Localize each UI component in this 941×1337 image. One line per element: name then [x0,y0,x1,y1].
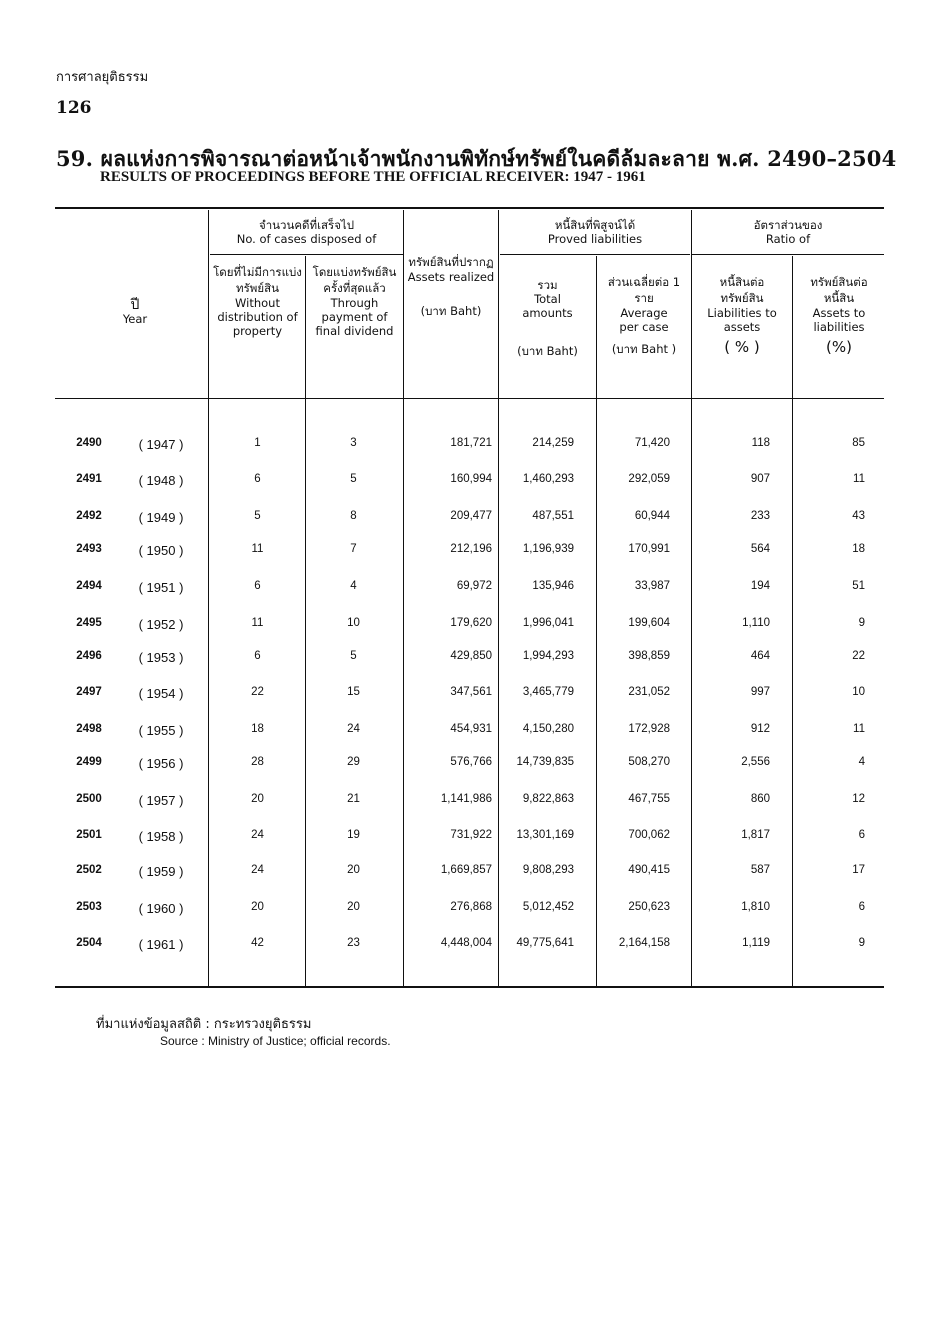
liabilities-group-rule [500,254,690,255]
cell-year-ad: ( 1950 ) [138,543,184,558]
cell-through: 20 [347,864,360,876]
cell-without: 22 [251,686,264,698]
cell-through: 24 [347,723,360,735]
group-header-cases-th: จำนวนคดีที่เสร็จไป [258,218,355,232]
col-header-total [500,278,595,358]
cell-through: 23 [347,937,360,949]
cell-year-be: 2495 [76,617,102,629]
cell-total: 1,196,939 [522,543,574,555]
cell-average: 33,987 [634,580,670,592]
table-bottom-rule [55,986,884,988]
cell-year-ad: ( 1955 ) [138,723,184,738]
cell-assets: 160,994 [450,473,492,485]
group-header-cases [210,218,403,246]
cell-assets-to-liab: 17 [852,864,865,876]
cell-total: 1,994,293 [522,650,574,662]
cell-year-be: 2496 [76,650,102,662]
col-divider [498,210,499,986]
cell-average: 170,991 [628,543,670,555]
cell-without: 24 [251,829,264,841]
section-header: การศาลยุติธรรม [56,70,149,85]
col-header-without-en: Without distribution of property [217,296,298,338]
cell-assets-to-liab: 11 [853,723,865,735]
cell-through: 20 [347,901,360,913]
cell-liab-to-assets: 194 [750,580,770,592]
col-header-assets-en: Assets realized [407,270,495,284]
cell-assets: 179,620 [450,617,492,629]
cell-year-ad: ( 1956 ) [138,756,184,771]
col-header-assets-to-liab-en: Assets to liabilities [812,306,866,334]
cell-assets: 576,766 [450,756,492,768]
cell-liab-to-assets: 2,556 [741,756,770,768]
cell-assets: 276,868 [450,901,492,913]
cell-liab-to-assets: 1,810 [741,901,770,913]
cell-without: 20 [251,901,264,913]
table-title-thai: 59. ผลแห่งการพิจารณาต่อหน้าเจ้าพนักงานพิทักษ์ทรัพย์ในคดีล้มละลาย พ.ศ. 2490–2504 [56,146,897,171]
cell-liab-to-assets: 997 [750,686,770,698]
cell-average: 172,928 [628,723,670,735]
cell-liab-to-assets: 1,817 [741,829,770,841]
group-header-ratio [692,218,884,246]
col-header-assets-th: ทรัพย์สินที่ปรากฏ [408,255,494,269]
cell-assets: 212,196 [450,543,492,555]
col-header-average [598,274,690,356]
col-header-assets-to-liab [794,274,884,354]
cell-year-be: 2498 [76,723,102,735]
cell-without: 6 [254,473,261,485]
cell-average: 467,755 [628,793,670,805]
cell-without: 5 [254,510,261,522]
cell-year-be: 2502 [76,864,102,876]
cell-total: 214,259 [532,437,574,449]
cell-through: 29 [347,756,360,768]
cell-assets-to-liab: 18 [852,543,865,555]
cell-year-be: 2492 [76,510,102,522]
col-divider [596,256,597,986]
cell-average: 199,604 [628,617,670,629]
cell-total: 135,946 [532,580,574,592]
col-header-average-en: Average per case [619,306,669,334]
table-title-english: RESULTS OF PROCEEDINGS BEFORE THE OFFICIAL RECEIVER: 1947 - 1961 [100,169,646,185]
source-note-thai: ที่มาแห่งข้อมูลสถิติ : กระทรวงยุติธรรม [96,1017,312,1032]
cell-assets-to-liab: 11 [853,473,865,485]
col-header-liab-to-assets-th: หนี้สินต่อทรัพย์สิน [719,275,765,305]
cell-total: 1,996,041 [522,617,574,629]
cell-year-be: 2491 [76,473,102,485]
cell-without: 11 [251,617,264,629]
table-top-rule [55,207,884,209]
col-header-average-unit: (บาท Baht ) [611,342,677,356]
cell-average: 508,270 [628,756,670,768]
cell-assets: 1,669,857 [440,864,492,876]
cell-assets-to-liab: 22 [852,650,865,662]
cell-total: 9,808,293 [522,864,574,876]
cell-year-ad: ( 1957 ) [138,793,184,808]
col-header-total-en: Total amounts [522,292,573,320]
cell-through: 7 [350,543,357,555]
cell-year-ad: ( 1947 ) [138,437,184,452]
col-header-total-th: รวม [537,278,558,292]
cell-year-ad: ( 1960 ) [138,901,184,916]
header-bottom-rule [55,398,884,399]
cell-year-be: 2503 [76,901,102,913]
cell-assets-to-liab: 10 [852,686,865,698]
cell-year-be: 2493 [76,543,102,555]
cell-through: 5 [350,650,357,662]
cell-total: 1,460,293 [522,473,574,485]
cell-through: 15 [347,686,360,698]
cell-without: 1 [254,437,261,449]
col-header-without-th: โดยที่ไม่มีการแบ่งทรัพย์สิน [213,265,302,295]
cell-average: 700,062 [628,829,670,841]
cell-year-be: 2499 [76,756,102,768]
cell-year-ad: ( 1948 ) [138,473,184,488]
cell-assets-to-liab: 51 [852,580,865,592]
cell-average: 71,420 [634,437,670,449]
cell-year-ad: ( 1953 ) [138,650,184,665]
cell-assets-to-liab: 9 [858,617,865,629]
cell-assets-to-liab: 6 [858,829,865,841]
cell-assets: 454,931 [450,723,492,735]
cell-year-ad: ( 1949 ) [138,510,184,525]
cell-average: 231,052 [628,686,670,698]
cell-assets-to-liab: 12 [852,793,865,805]
cell-year-ad: ( 1954 ) [138,686,184,701]
col-header-assets-to-liab-unit: (%) [826,338,852,356]
cell-average: 398,859 [628,650,670,662]
cell-total: 9,822,863 [522,793,574,805]
group-header-liabilities-th: หนี้สินที่พิสูจน์ได้ [554,218,636,232]
cell-year-ad: ( 1952 ) [138,617,184,632]
col-header-through-en: Through payment of final dividend [315,296,394,338]
cell-liab-to-assets: 1,119 [742,937,770,949]
col-header-year [100,298,170,326]
cell-year-be: 2501 [76,829,102,841]
col-header-total-unit: (บาท Baht) [517,344,578,358]
cell-liab-to-assets: 907 [750,473,770,485]
col-header-liab-to-assets-en: Liabilities to assets [707,306,777,334]
cell-without: 6 [254,650,261,662]
cell-without: 28 [251,756,264,768]
cell-through: 21 [347,793,360,805]
group-header-ratio-th: อัตราส่วนของ [753,218,823,232]
cell-total: 3,465,779 [522,686,574,698]
cell-liab-to-assets: 118 [751,437,770,449]
cell-year-be: 2494 [76,580,102,592]
cell-liab-to-assets: 564 [750,543,770,555]
cell-average: 250,623 [628,901,670,913]
cell-through: 3 [350,437,357,449]
cell-liab-to-assets: 233 [750,510,770,522]
cell-year-be: 2490 [76,437,102,449]
cell-liab-to-assets: 464 [750,650,770,662]
cell-total: 5,012,452 [522,901,574,913]
col-header-without [212,264,303,338]
cell-assets: 181,721 [450,437,492,449]
cases-group-rule [210,254,403,255]
cell-year-be: 2497 [76,686,102,698]
cell-through: 5 [350,473,357,485]
cell-total: 14,739,835 [516,756,574,768]
cell-total: 487,551 [532,510,574,522]
cell-assets-to-liab: 4 [858,756,865,768]
group-header-liabilities-en: Proved liabilities [547,232,643,246]
col-header-through-th: โดยแบ่งทรัพย์สินครั้งที่สุดแล้ว [312,265,397,295]
col-divider [208,210,209,986]
col-header-average-th: ส่วนเฉลี่ยต่อ 1 ราย [607,275,681,305]
cell-through: 10 [347,617,360,629]
cell-year-ad: ( 1959 ) [138,864,184,879]
group-header-ratio-en: Ratio of [765,232,811,246]
cell-year-ad: ( 1951 ) [138,580,184,595]
cell-through: 19 [347,829,360,841]
cell-average: 490,415 [628,864,670,876]
col-header-year-en: Year [122,312,148,326]
cell-total: 13,301,169 [516,829,574,841]
cell-total: 4,150,280 [522,723,574,735]
cell-assets-to-liab: 43 [852,510,865,522]
cell-liab-to-assets: 912 [750,723,770,735]
cell-average: 292,059 [628,473,670,485]
cell-without: 6 [254,580,261,592]
cell-year-be: 2500 [76,793,102,805]
cell-average: 2,164,158 [618,937,670,949]
cell-assets: 731,922 [450,829,492,841]
source-note-english: Source : Ministry of Justice; official records. [160,1034,391,1048]
group-header-liabilities [500,218,690,246]
ratio-group-rule [692,254,884,255]
cell-liab-to-assets: 587 [750,864,770,876]
cell-liab-to-assets: 860 [750,793,770,805]
cell-assets-to-liab: 85 [852,437,865,449]
cell-through: 8 [350,510,357,522]
cell-assets: 4,448,004 [440,937,492,949]
cell-assets-to-liab: 6 [858,901,865,913]
cell-without: 18 [251,723,264,735]
cell-through: 4 [350,580,357,592]
cell-assets: 209,477 [450,510,492,522]
cell-year-ad: ( 1958 ) [138,829,184,844]
col-header-year-th: ปี [130,297,140,313]
cell-assets: 347,561 [450,686,492,698]
cell-liab-to-assets: 1,110 [742,617,770,629]
cell-without: 20 [251,793,264,805]
col-header-assets-unit: (บาท Baht) [420,304,482,318]
col-header-liab-to-assets-unit: ( % ) [724,338,760,356]
cell-assets: 1,141,986 [440,793,492,805]
cell-assets: 69,972 [456,580,492,592]
col-header-through [308,264,401,338]
col-header-liab-to-assets [693,274,791,354]
cell-year-be: 2504 [76,937,102,949]
cell-average: 60,944 [634,510,670,522]
col-header-assets-to-liab-th: ทรัพย์สินต่อหนี้สิน [810,275,868,305]
cell-assets: 429,850 [450,650,492,662]
col-header-assets [405,254,497,318]
cell-without: 42 [251,937,264,949]
cell-total: 49,775,641 [516,937,574,949]
cell-year-ad: ( 1961 ) [138,937,184,952]
cell-without: 11 [251,543,264,555]
cell-assets-to-liab: 9 [858,937,865,949]
cell-without: 24 [251,864,264,876]
page-number: 126 [56,98,92,118]
group-header-cases-en: No. of cases disposed of [236,232,377,246]
